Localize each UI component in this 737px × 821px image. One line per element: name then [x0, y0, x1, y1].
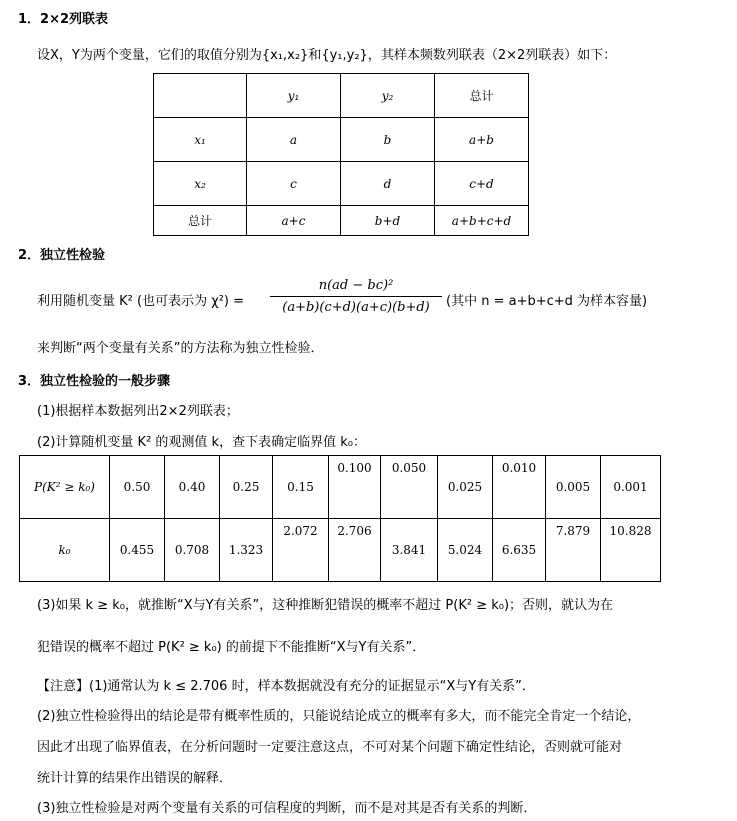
- table-cell: [329, 519, 381, 582]
- table-cell: c: [247, 162, 341, 206]
- p-value: 0.100: [337, 461, 372, 475]
- contingency-table: [153, 73, 529, 236]
- p-value: 0.025: [447, 480, 483, 494]
- table-row-label: x₁: [154, 118, 247, 162]
- p-value: 0.005: [555, 480, 591, 494]
- table-row: [154, 206, 529, 236]
- fraction-bar: [270, 296, 442, 297]
- step3-line2: 犯错误的概率不超过 P(K² ≥ k₀) 的前提下不能推断“X与Y有关系”．: [37, 640, 426, 655]
- table-cell: [165, 519, 220, 582]
- note2-line3: 统计计算的结果作出错误的解释．: [37, 771, 233, 786]
- step1-text: (1)根据样本数据列出2×2列联表；: [37, 404, 239, 419]
- table-cell: [110, 519, 165, 582]
- table-cell: [110, 456, 165, 519]
- note2-line2: 因此才出现了临界值表，在分析问题时一定要注意这点，不可对某个问题下确定性结论，否则就可能对: [37, 740, 623, 755]
- k-value: 5.024: [447, 543, 483, 557]
- k-value: 0.455: [119, 543, 155, 557]
- critical-value-table: [19, 455, 661, 582]
- table-cell: [273, 519, 329, 582]
- table-cell: [601, 456, 661, 519]
- table-cell: [220, 519, 273, 582]
- note1-text: 【注意】(1)通常认为 k ≤ 2.706 时，样本数据就没有充分的证据显示“X与Y有关系”．: [37, 679, 535, 694]
- table-row-label: 总计: [154, 206, 247, 236]
- table-cell: a: [247, 118, 341, 162]
- section1-intro: 设X，Y为两个变量，它们的取值分别为{x₁,x₂}和{y₁,y₂}，其样本频数列联表（2×2列联表）如下：: [37, 48, 617, 63]
- table-cell: [601, 519, 661, 582]
- table-cell: [381, 456, 438, 519]
- table-row-label: k₀: [20, 519, 110, 582]
- step3-line1: (3)如果 k ≥ k₀，就推断“X与Y有关系”，这种推断犯错误的概率不超过 P(K² ≥ k₀)；否则，就认为在: [37, 598, 614, 613]
- table-cell: [493, 519, 546, 582]
- table-header-cell: y₁: [247, 74, 341, 118]
- table-cell: a+c: [247, 206, 341, 236]
- table-row: [20, 456, 661, 519]
- table-cell: b+d: [341, 206, 435, 236]
- table-cell: c+d: [435, 162, 529, 206]
- k-value: 2.072: [283, 524, 318, 538]
- p-value: 0.15: [287, 480, 314, 494]
- table-row-label: P(K² ≥ k₀): [20, 456, 110, 519]
- section2-heading: 2．独立性检验: [18, 248, 106, 263]
- table-header-cell: y₂: [341, 74, 435, 118]
- table-cell: [546, 519, 601, 582]
- k-value: 0.708: [174, 543, 210, 557]
- p-value: 0.50: [123, 480, 151, 494]
- step2-text: (2)计算随机变量 K² 的观测值 k，查下表确定临界值 k₀：: [37, 435, 366, 450]
- table-cell: [381, 519, 438, 582]
- fraction-numerator: n(ad − bc)²: [318, 278, 394, 293]
- note3-text: (3)独立性检验是对两个变量有关系的可信程度的判断，而不是对其是否有关系的判断．: [37, 801, 537, 816]
- table-cell: [329, 456, 381, 519]
- table-row: [154, 74, 529, 118]
- table-cell: [438, 456, 493, 519]
- table-row: [154, 162, 529, 206]
- p-value: 0.050: [391, 461, 427, 475]
- section2-conclusion: 来判断“两个变量有关系”的方法称为独立性检验．: [37, 341, 324, 356]
- p-value: 0.001: [613, 480, 648, 494]
- table-cell: [273, 456, 329, 519]
- section3-heading: 3．独立性检验的一般步骤: [18, 374, 171, 389]
- formula-suffix: (其中 n = a+b+c+d 为样本容量): [446, 294, 648, 309]
- table-row: [20, 519, 661, 582]
- table-cell: [546, 456, 601, 519]
- table-row-label: x₂: [154, 162, 247, 206]
- formula-prefix: 利用随机变量 K² (也可表示为 χ²) =: [37, 294, 245, 309]
- k-value: 7.879: [555, 524, 591, 538]
- p-value: 0.40: [178, 480, 206, 494]
- table-cell: a+b: [435, 118, 529, 162]
- table-cell: [165, 456, 220, 519]
- k-value: 6.635: [501, 543, 537, 557]
- fraction-denominator: (a+b)(c+d)(a+c)(b+d): [282, 300, 430, 315]
- k-value: 1.323: [228, 543, 264, 557]
- p-value: 0.010: [501, 461, 537, 475]
- p-value: 0.25: [232, 480, 260, 494]
- k-value: 10.828: [609, 524, 652, 538]
- table-cell: [154, 74, 247, 118]
- section1-heading: 1．2×2列联表: [18, 12, 109, 27]
- table-cell: [220, 456, 273, 519]
- k-value: 3.841: [391, 543, 427, 557]
- k-squared-fraction: [270, 278, 442, 315]
- k-value: 2.706: [337, 524, 372, 538]
- note2-line1: (2)独立性检验得出的结论是带有概率性质的，只能说结论成立的概率有多大，而不能完全肯定一个结论，: [37, 709, 641, 724]
- table-header-cell: 总计: [435, 74, 529, 118]
- table-cell: a+b+c+d: [435, 206, 529, 236]
- table-cell: b: [341, 118, 435, 162]
- table-cell: d: [341, 162, 435, 206]
- table-cell: [493, 456, 546, 519]
- table-row: [154, 118, 529, 162]
- table-cell: [438, 519, 493, 582]
